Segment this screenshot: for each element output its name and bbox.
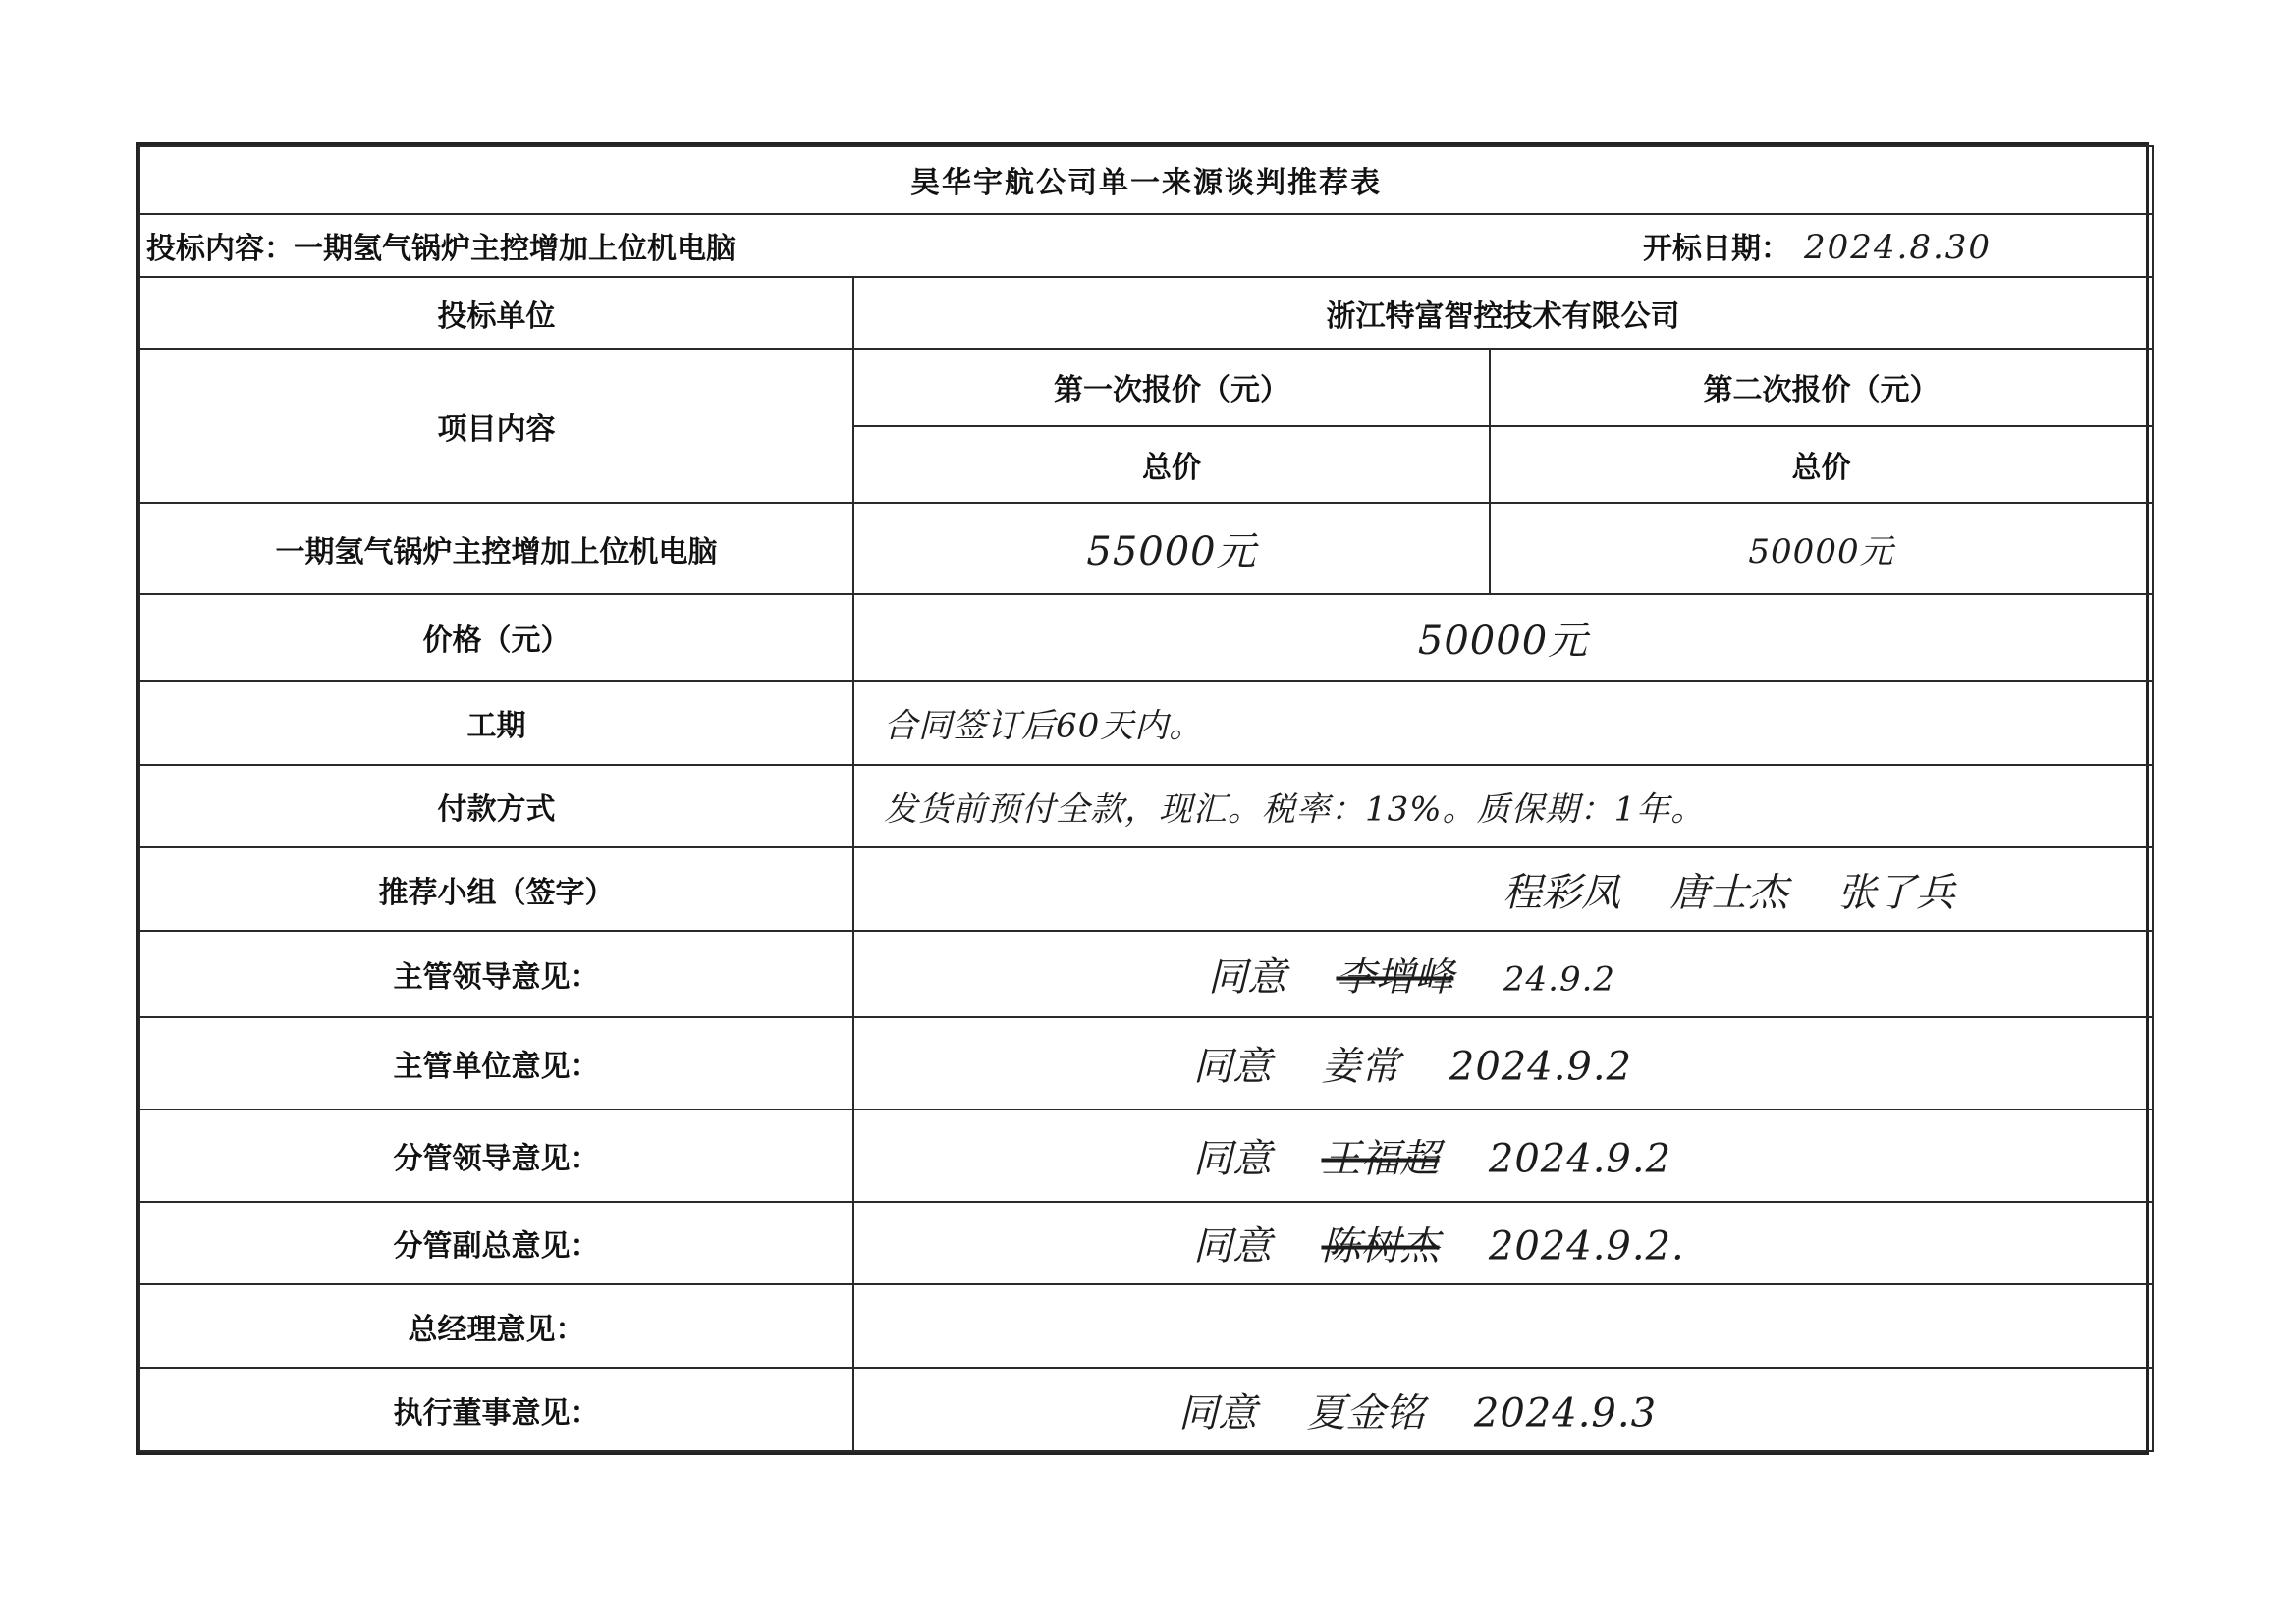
period-label: 工期 <box>139 681 853 765</box>
opinion-3-signer: 王福超 <box>1321 1136 1440 1182</box>
opinion-label-6: 执行董事意见： <box>139 1368 853 1451</box>
signature-2: 唐士杰 <box>1669 870 1788 916</box>
opinion-label-4: 分管副总意见： <box>139 1202 853 1285</box>
payment-label: 付款方式 <box>139 765 853 848</box>
price-label: 价格（元） <box>139 594 853 681</box>
committee-sig-row <box>1503 861 1995 917</box>
opinion-value-5 <box>853 1284 2153 1368</box>
opinion-3-text: 同意 <box>1193 1136 1272 1182</box>
signature-1: 程彩凤 <box>1503 870 1620 916</box>
opinion-value-3 <box>853 1110 2153 1202</box>
payment-value <box>853 765 2153 848</box>
second-total-label: 总价 <box>1490 426 2153 504</box>
opinion-value-1 <box>853 931 2153 1017</box>
recommendation-form <box>136 142 2149 1455</box>
opinion-2-text: 同意 <box>1193 1044 1272 1090</box>
opinion-3-content <box>1193 1127 1671 1183</box>
tender-date <box>1643 224 1992 267</box>
signature-3: 张了兵 <box>1836 870 1955 916</box>
period-value <box>853 681 2153 765</box>
committee-signatures <box>853 847 2153 931</box>
first-total-label: 总价 <box>853 426 1490 504</box>
first-quote-value <box>853 503 1490 594</box>
opinion-value-2 <box>853 1017 2153 1110</box>
opinion-5-content <box>1193 1304 1272 1349</box>
opinion-6-date: 2024.9.3 <box>1473 1390 1658 1436</box>
committee-label: 推荐小组（签字） <box>139 847 853 931</box>
tender-content-label: 投标内容： <box>146 231 294 266</box>
second-quote-amount: 50000元 <box>1748 532 1894 572</box>
form-title: 昊华宇航公司单一来源谈判推荐表 <box>139 146 2153 214</box>
opinion-3-date: 2024.9.2 <box>1488 1136 1672 1182</box>
second-quote-value <box>1490 503 2153 594</box>
opinion-2-date: 2024.9.2 <box>1449 1044 1633 1090</box>
form-table <box>138 145 2154 1452</box>
tender-content <box>146 224 736 267</box>
opinion-1-text: 同意 <box>1208 954 1286 1001</box>
opinion-6-signer: 夏金铭 <box>1306 1390 1425 1436</box>
payment-text: 发货前预付全款，现汇。税率：13%。质保期：1年。 <box>884 789 1706 830</box>
period-text: 合同签订后60天内。 <box>884 706 1204 746</box>
opinion-label-5: 总经理意见： <box>139 1284 853 1368</box>
opinion-value-4 <box>853 1202 2153 1285</box>
opinion-4-signer: 陈树杰 <box>1321 1223 1440 1270</box>
opinion-label-1: 主管领导意见： <box>139 931 853 1017</box>
opinion-6-text: 同意 <box>1178 1390 1257 1436</box>
second-quote-label: 第二次报价（元） <box>1490 349 2153 426</box>
opinion-label-2: 主管单位意见： <box>139 1017 853 1110</box>
opinion-2-signer: 姜常 <box>1321 1044 1400 1090</box>
tender-date-value: 2024.8.30 <box>1804 227 1993 267</box>
opinion-1-signer: 李增峰 <box>1336 954 1454 1001</box>
opinion-4-date: 2024.9.2. <box>1488 1223 1685 1270</box>
opinion-1-date: 24.9.2 <box>1503 959 1616 1000</box>
opinion-2-content <box>1193 1035 1632 1091</box>
item-name: 一期氢气锅炉主控增加上位机电脑 <box>139 503 853 594</box>
bidder-value: 浙江特富智控技术有限公司 <box>853 277 2153 349</box>
opinion-4-content <box>1193 1215 1685 1271</box>
opinion-4-text: 同意 <box>1193 1223 1272 1270</box>
opinion-6-content <box>1178 1381 1657 1437</box>
price-amount: 50000元 <box>1417 618 1589 664</box>
bidder-label: 投标单位 <box>139 277 853 349</box>
price-value <box>853 594 2153 681</box>
first-quote-amount: 55000元 <box>1086 529 1257 575</box>
opinion-1-content <box>1208 947 1615 1002</box>
tender-content-value: 一期氢气锅炉主控增加上位机电脑 <box>294 231 736 266</box>
tender-date-label: 开标日期： <box>1643 231 1790 266</box>
project-content-label: 项目内容 <box>139 349 853 503</box>
tender-info-row <box>139 214 2153 278</box>
opinion-value-6 <box>853 1368 2153 1451</box>
opinion-label-3: 分管领导意见： <box>139 1110 853 1202</box>
first-quote-label: 第一次报价（元） <box>853 349 1490 426</box>
